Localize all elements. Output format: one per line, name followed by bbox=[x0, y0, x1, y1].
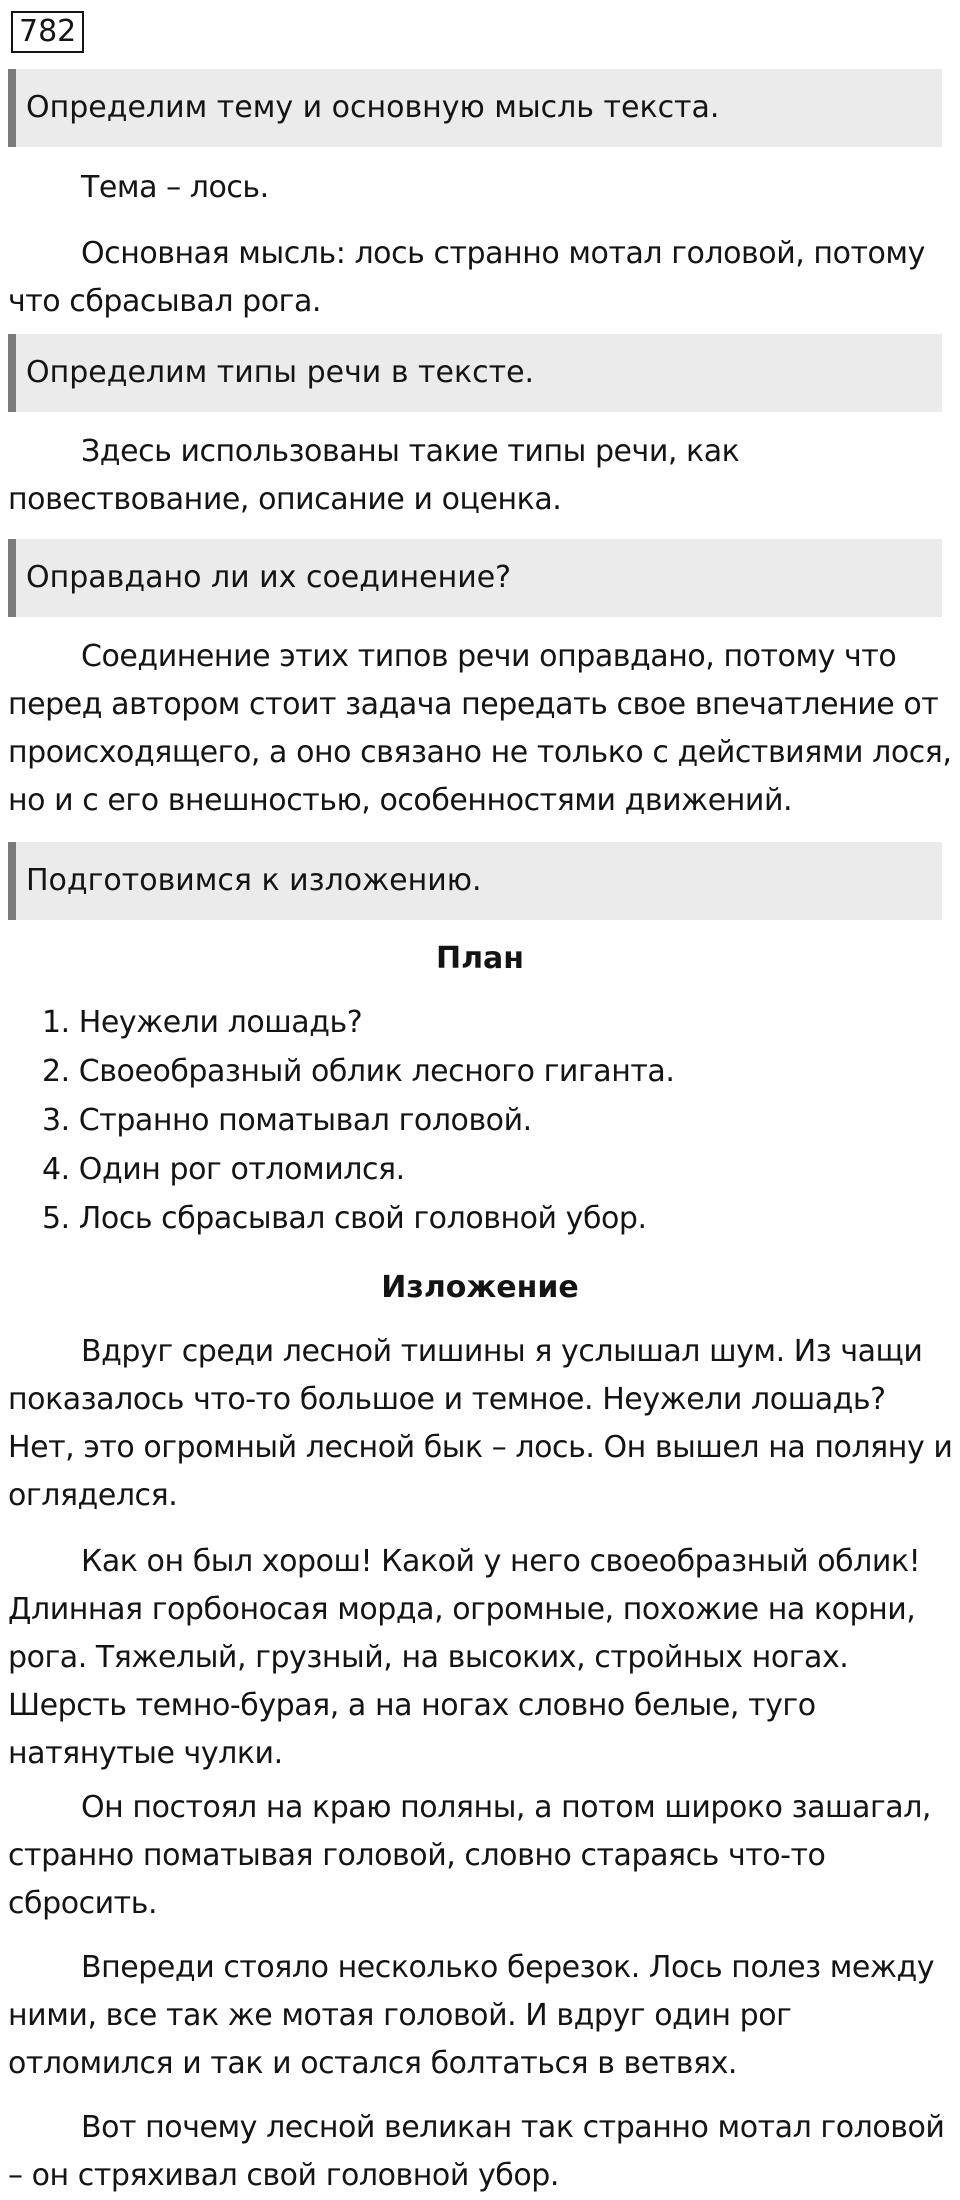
plan-item: 1. Неужели лошадь? bbox=[42, 1005, 363, 1040]
text-line: рога. Тяжелый, грузный, на высоких, стройных ногах. bbox=[8, 1640, 849, 1675]
answer-justification bbox=[8, 633, 958, 825]
plan-item: 3. Странно поматывал головой. bbox=[42, 1103, 532, 1138]
text-line: происходящего, а оно связано не только с действиями лося, bbox=[8, 735, 952, 770]
text-line: Вот почему лесной великан так странно мотал головой bbox=[81, 2110, 945, 2145]
exercise-number: 782 bbox=[11, 11, 84, 53]
text-line: что сбрасывал рога. bbox=[8, 284, 321, 319]
text-line: повествование, описание и оценка. bbox=[8, 482, 562, 517]
plan-item: 5. Лось сбрасывал свой головной убор. bbox=[42, 1201, 647, 1236]
plan-item: 2. Своеобразный облик лесного гиганта. bbox=[42, 1054, 675, 1089]
essay-paragraph-1 bbox=[8, 1328, 958, 1520]
text-line: Здесь использованы такие типы речи, как bbox=[81, 434, 740, 469]
text-line: ними, все так же мотая головой. И вдруг один рог bbox=[8, 1998, 792, 2033]
text-line: Нет, это огромный лесной бык – лось. Он вышел на поляну и bbox=[8, 1430, 953, 1465]
essay-paragraph-5 bbox=[8, 2104, 958, 2200]
question-justification: Оправдано ли их соединение? bbox=[8, 539, 942, 617]
plan-heading: План bbox=[435, 941, 525, 976]
question-speech-types: Определим типы речи в тексте. bbox=[8, 334, 942, 412]
text-line: показалось что-то большое и темное. Неужели лошадь? bbox=[8, 1382, 886, 1417]
text-line: странно поматывая головой, словно стараясь что-то bbox=[8, 1838, 826, 1873]
text-line: Основная мысль: лось странно мотал головой, потому bbox=[81, 236, 925, 271]
text-line: Вдруг среди лесной тишины я услышал шум. Из чащи bbox=[81, 1334, 923, 1369]
essay-heading: Изложение bbox=[381, 1270, 579, 1305]
essay-paragraph-2 bbox=[8, 1538, 958, 1778]
text-line: Соединение этих типов речи оправдано, потому что bbox=[81, 639, 897, 674]
text-line: – он стряхивал свой головной убор. bbox=[8, 2158, 559, 2193]
text-line: отломился и так и остался болтаться в ветвях. bbox=[8, 2046, 738, 2081]
text-line: Длинная горбоносая морда, огромные, похожие на корни, bbox=[8, 1592, 916, 1627]
answer-main-idea bbox=[8, 230, 958, 326]
text-line: Впереди стояло несколько березок. Лось полез между bbox=[81, 1950, 935, 1985]
text-line: Он постоял на краю поляны, а потом широко зашагал, bbox=[81, 1790, 932, 1825]
text-line: натянутые чулки. bbox=[8, 1736, 283, 1771]
text-line: но и с его внешностью, особенностями движений. bbox=[8, 783, 793, 818]
plan-list bbox=[42, 998, 674, 1243]
text-line: перед автором стоит задача передать свое впечатление от bbox=[8, 687, 939, 722]
question-prepare-essay: Подготовимся к изложению. bbox=[8, 842, 942, 920]
text-line: сбросить. bbox=[8, 1886, 158, 1921]
essay-paragraph-3 bbox=[8, 1784, 958, 1928]
plan-item: 4. Один рог отломился. bbox=[42, 1152, 405, 1187]
text-line: огляделся. bbox=[8, 1478, 178, 1513]
answer-theme-text: Тема – лось. bbox=[81, 170, 269, 205]
essay-paragraph-4 bbox=[8, 1944, 958, 2088]
answer-speech-types bbox=[8, 428, 958, 524]
text-line: Шерсть темно-бурая, а на ногах словно белые, туго bbox=[8, 1688, 816, 1723]
text-line: Как он был хорош! Какой у него своеобразный облик! bbox=[81, 1544, 921, 1579]
answer-theme bbox=[8, 164, 958, 212]
question-theme-and-idea: Определим тему и основную мысль текста. bbox=[8, 69, 942, 147]
